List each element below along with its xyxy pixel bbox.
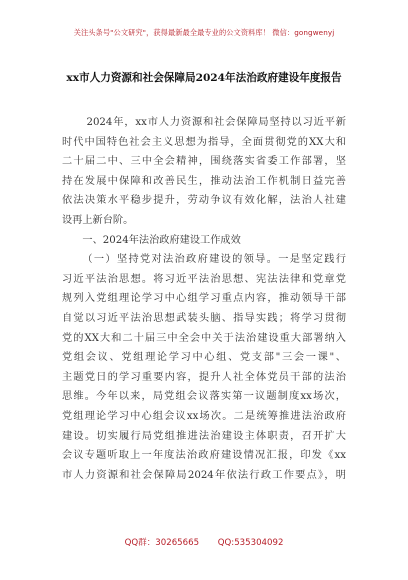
qq-contact-text: QQ:535304092	[217, 538, 284, 548]
page-footer	[0, 536, 408, 548]
body-line: 依法决策水平稳步提升，劳动争议有效化解，法治人社建	[62, 195, 346, 207]
body-line: 时代中国特色社会主义思想为指导，全面贯彻党的XX大和	[62, 136, 346, 148]
body-line: 设再上新台阶。	[62, 214, 134, 226]
section-heading: 一、2024年法治政府建设工作成效	[82, 234, 241, 246]
document-title: xx市人力资源和社会保障局2024年法治政府建设年度报告	[66, 72, 342, 84]
qq-group-text: QQ群：30265665	[124, 538, 200, 548]
body-line: 二十届二中、三中全会精神，围绕落实省委工作部署，坚	[62, 156, 346, 168]
body-line: 会议专题听取上一年度法治政府建设情况汇报，印发《xx	[62, 450, 346, 462]
body-line: 习近平法治思想。将习近平法治思想、宪法法律和党章党	[62, 273, 346, 285]
body-line: 规列入党组理论学习中心组学习重点内容，推动领导干部	[62, 293, 346, 305]
body-line: 思维。今年以来，局党组会议落实第一议题制度xx场次，	[62, 391, 346, 403]
body-line: 建设。切实履行局党组推进法治建设主体职责，召开扩大	[62, 430, 346, 442]
body-line: 党组理论学习中心组会议xx场次。二是统筹推进法治政府	[62, 410, 346, 422]
body-line: 主题党日的学习重要内容，提升人社全体党员干部的法治	[62, 371, 346, 383]
body-line: 党组会议、党组理论学习中心组、党支部"三会一课"、	[62, 352, 346, 364]
body-line: 市人力资源和社会保障局2024年依法行政工作要点》，明	[62, 469, 346, 481]
promo-banner: 关注头条号"公文研究"，获得最新最全最专业的公文资料库！ 微信：gongwenyj	[73, 28, 335, 37]
document-body	[62, 113, 346, 485]
body-line: 2024年，xx市人力资源和社会保障局坚持以习近平新	[86, 117, 346, 128]
body-line: （一）坚持党对法治政府建设的领导。一是坚定践行	[82, 254, 346, 266]
body-line: 党的XX大和二十届三中全会中关于法治建设重大部署纳入	[62, 332, 346, 344]
body-line: 自觉以习近平法治思想武装头脑、指导实践；将学习贯彻	[62, 312, 346, 324]
body-line: 持在发展中保障和改善民生，推动法治工作机制日益完善	[62, 175, 346, 187]
